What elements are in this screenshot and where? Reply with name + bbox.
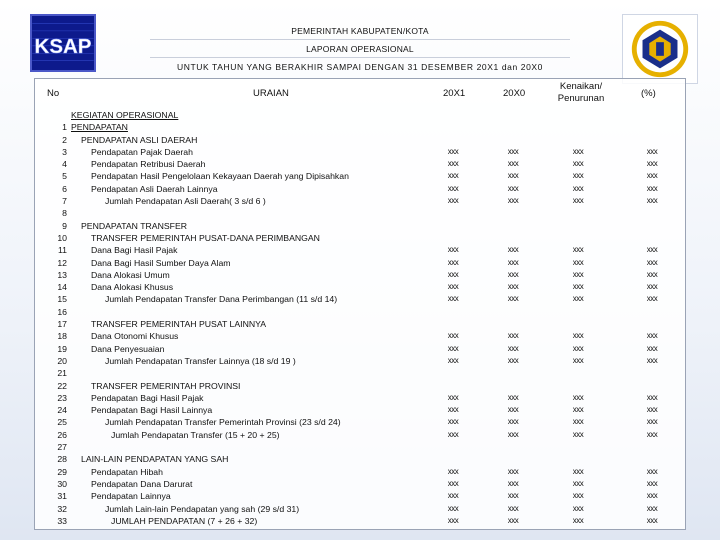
value-20x1: xxx — [447, 405, 459, 415]
row-description: KEGIATAN OPERASIONAL — [71, 110, 179, 120]
table-row — [35, 244, 685, 256]
svg-text:KSAP: KSAP — [34, 35, 92, 59]
value-20x0: xxx — [507, 171, 519, 181]
value-20x0: xxx — [507, 355, 519, 365]
value-change: xxx — [572, 294, 584, 304]
table-row — [35, 367, 685, 379]
row-number: 22 — [57, 380, 67, 391]
value-20x0: xxx — [507, 146, 519, 156]
table-row — [35, 183, 685, 195]
value-change: xxx — [572, 355, 584, 365]
value-change: xxx — [572, 257, 584, 267]
row-description: Dana Alokasi Umum — [91, 269, 170, 280]
value-change: xxx — [572, 392, 584, 402]
col-no: No — [47, 88, 60, 99]
value-percent: xxx — [646, 171, 658, 181]
value-20x0: xxx — [507, 343, 519, 353]
row-number: 28 — [57, 454, 67, 465]
value-percent: xxx — [646, 503, 658, 513]
value-percent: xxx — [646, 515, 658, 525]
value-change: xxx — [572, 405, 584, 415]
value-20x0: xxx — [507, 245, 519, 255]
value-20x1: xxx — [447, 294, 459, 304]
value-percent: xxx — [646, 491, 658, 501]
value-20x0: xxx — [507, 491, 519, 501]
value-20x1: xxx — [447, 245, 459, 255]
row-description: Pendapatan Hibah — [91, 466, 163, 477]
value-percent: xxx — [646, 269, 658, 279]
table-row — [35, 416, 685, 428]
row-number: 1 — [62, 122, 67, 133]
value-percent: xxx — [646, 146, 658, 156]
title-period: UNTUK TAHUN YANG BERAKHIR SAMPAI DENGAN 31 DESEMBER 20X1 dan 20X0 — [176, 62, 544, 72]
row-number: 17 — [57, 319, 67, 330]
row-number: 9 — [62, 220, 67, 231]
row-number: 13 — [57, 269, 67, 280]
row-number: 26 — [57, 429, 67, 440]
value-change: xxx — [572, 466, 584, 476]
report-title-block — [100, 22, 620, 76]
col-20x0: 20X0 — [503, 88, 526, 99]
value-percent: xxx — [646, 392, 658, 402]
table-row — [35, 220, 685, 232]
value-change: xxx — [572, 515, 584, 525]
row-number: 10 — [57, 232, 67, 243]
table-row — [35, 232, 685, 244]
table-row — [35, 355, 685, 367]
value-percent: xxx — [646, 417, 658, 427]
row-description: Dana Bagi Hasil Pajak — [91, 245, 178, 256]
row-description: TRANSFER PEMERINTAH PROVINSI — [91, 380, 241, 391]
value-20x1: xxx — [447, 331, 459, 341]
value-20x1: xxx — [447, 478, 459, 488]
table-row — [35, 380, 685, 392]
table-row — [35, 466, 685, 478]
value-20x0: xxx — [507, 515, 519, 525]
row-number: 6 — [62, 183, 67, 194]
row-description: PENDAPATAN TRANSFER — [81, 220, 188, 231]
row-description: PENDAPATAN ASLI DAERAH — [81, 134, 198, 145]
table-row — [35, 170, 685, 182]
row-number: 19 — [57, 343, 67, 354]
value-percent: xxx — [646, 196, 658, 206]
row-number: 12 — [57, 257, 67, 268]
value-20x1: xxx — [447, 183, 459, 193]
value-percent: xxx — [646, 159, 658, 169]
value-percent: xxx — [646, 355, 658, 365]
table-row — [35, 330, 685, 342]
table-row — [35, 109, 685, 121]
value-change: xxx — [572, 343, 584, 353]
row-description: Pendapatan Hasil Pengelolaan Kekayaan Daerah yang Dipisahkan — [91, 171, 349, 182]
row-number: 11 — [57, 245, 67, 256]
value-20x0: xxx — [507, 503, 519, 513]
col-uraian: URAIAN — [253, 88, 289, 99]
row-description: TRANSFER PEMERINTAH PUSAT LAINNYA — [91, 319, 267, 330]
row-description: Pendapatan Bagi Hasil Pajak — [91, 392, 204, 403]
value-20x1: xxx — [447, 146, 459, 156]
table-row — [35, 478, 685, 490]
value-20x0: xxx — [507, 257, 519, 267]
row-number: 3 — [62, 146, 67, 157]
value-percent: xxx — [646, 343, 658, 353]
value-change: xxx — [572, 183, 584, 193]
value-20x0: xxx — [507, 294, 519, 304]
table-row — [35, 281, 685, 293]
table-row — [35, 453, 685, 465]
value-20x1: xxx — [447, 466, 459, 476]
table-row — [35, 429, 685, 441]
table-row — [35, 318, 685, 330]
value-20x1: xxx — [447, 269, 459, 279]
table-body — [35, 109, 685, 527]
title-government: PEMERINTAH KABUPATEN/KOTA — [150, 22, 570, 40]
col-percent: (%) — [641, 88, 656, 99]
value-percent: xxx — [646, 429, 658, 439]
value-20x0: xxx — [507, 196, 519, 206]
table-row — [35, 146, 685, 158]
row-description: LAIN-LAIN PENDAPATAN YANG SAH — [81, 454, 229, 465]
table-row — [35, 293, 685, 305]
value-20x0: xxx — [507, 417, 519, 427]
value-change: xxx — [572, 478, 584, 488]
value-20x1: xxx — [447, 417, 459, 427]
table-header — [35, 79, 685, 109]
row-number: 32 — [57, 503, 67, 514]
value-20x1: xxx — [447, 355, 459, 365]
value-percent: xxx — [646, 466, 658, 476]
value-20x1: xxx — [447, 343, 459, 353]
value-20x0: xxx — [507, 269, 519, 279]
row-number: 29 — [57, 466, 67, 477]
value-20x0: xxx — [507, 159, 519, 169]
value-percent: xxx — [646, 478, 658, 488]
value-20x0: xxx — [507, 466, 519, 476]
value-change: xxx — [572, 417, 584, 427]
row-number: 15 — [57, 294, 67, 305]
value-20x1: xxx — [447, 429, 459, 439]
value-change: xxx — [572, 159, 584, 169]
row-description: Dana Penyesuaian — [91, 343, 165, 354]
value-20x0: xxx — [507, 478, 519, 488]
row-number: 27 — [57, 442, 67, 453]
value-20x0: xxx — [507, 429, 519, 439]
row-number: 25 — [57, 417, 67, 428]
government-emblem — [622, 14, 698, 84]
row-number: 4 — [62, 159, 67, 170]
row-description: Pendapatan Dana Darurat — [91, 478, 193, 489]
value-20x1: xxx — [447, 257, 459, 267]
title-report: LAPORAN OPERASIONAL — [150, 40, 570, 58]
row-number: 21 — [57, 368, 67, 379]
value-percent: xxx — [646, 294, 658, 304]
value-change: xxx — [572, 196, 584, 206]
row-description: Jumlah Pendapatan Asli Daerah( 3 s/d 6 ) — [105, 196, 266, 207]
row-description: Jumlah Pendapatan Transfer Pemerintah Provinsi (23 s/d 24) — [105, 417, 341, 428]
row-number: 14 — [57, 282, 67, 293]
value-percent: xxx — [646, 405, 658, 415]
row-number: 8 — [62, 208, 67, 219]
table-row — [35, 490, 685, 502]
value-20x0: xxx — [507, 392, 519, 402]
table-row — [35, 134, 685, 146]
value-20x1: xxx — [447, 171, 459, 181]
table-row — [35, 515, 685, 527]
table-row — [35, 343, 685, 355]
value-change: xxx — [572, 146, 584, 156]
row-description: Pendapatan Retribusi Daerah — [91, 159, 206, 170]
value-percent: xxx — [646, 257, 658, 267]
row-number: 20 — [57, 355, 67, 366]
value-percent: xxx — [646, 282, 658, 292]
value-change: xxx — [572, 331, 584, 341]
row-number: 2 — [62, 134, 67, 145]
table-row — [35, 269, 685, 281]
col-change: Kenaikan/ Penurunan — [557, 81, 605, 104]
value-20x1: xxx — [447, 491, 459, 501]
row-description: Dana Alokasi Khusus — [91, 282, 174, 293]
row-number: 18 — [57, 331, 67, 342]
value-20x1: xxx — [447, 503, 459, 513]
row-description: Pendapatan Pajak Daerah — [91, 146, 193, 157]
value-change: xxx — [572, 503, 584, 513]
value-20x1: xxx — [447, 159, 459, 169]
row-number: 33 — [57, 515, 67, 526]
row-description: TRANSFER PEMERINTAH PUSAT-DANA PERIMBANGAN — [91, 232, 320, 243]
value-change: xxx — [572, 269, 584, 279]
row-description: PENDAPATAN — [71, 122, 128, 133]
row-description: Dana Otonomi Khusus — [91, 331, 179, 342]
row-description: JUMLAH PENDAPATAN (7 + 26 + 32) — [111, 515, 258, 526]
row-number: 5 — [62, 171, 67, 182]
row-description: Jumlah Pendapatan Transfer Lainnya (18 s/d 19 ) — [105, 355, 296, 366]
table-row — [35, 503, 685, 515]
value-20x0: xxx — [507, 282, 519, 292]
value-20x1: xxx — [447, 282, 459, 292]
table-row — [35, 306, 685, 318]
value-change: xxx — [572, 282, 584, 292]
row-description: Pendapatan Bagi Hasil Lainnya — [91, 405, 213, 416]
row-description: Dana Bagi Hasil Sumber Daya Alam — [91, 257, 231, 268]
row-description: Jumlah Lain-lain Pendapatan yang sah (29 s/d 31) — [105, 503, 300, 514]
value-percent: xxx — [646, 331, 658, 341]
value-change: xxx — [572, 491, 584, 501]
table-row — [35, 121, 685, 133]
table-row — [35, 441, 685, 453]
table-row — [35, 195, 685, 207]
row-number: 23 — [57, 392, 67, 403]
row-number: 7 — [62, 196, 67, 207]
row-number: 24 — [57, 405, 67, 416]
value-change: xxx — [572, 245, 584, 255]
value-20x0: xxx — [507, 183, 519, 193]
row-description: Jumlah Pendapatan Transfer Dana Perimbangan (11 s/d 14) — [105, 294, 338, 305]
table-row — [35, 392, 685, 404]
ksap-logo — [30, 14, 96, 72]
row-number: 30 — [57, 478, 67, 489]
value-20x1: xxx — [447, 196, 459, 206]
value-change: xxx — [572, 429, 584, 439]
value-20x0: xxx — [507, 405, 519, 415]
col-20x1: 20X1 — [443, 88, 466, 99]
value-percent: xxx — [646, 245, 658, 255]
row-description: Pendapatan Asli Daerah Lainnya — [91, 183, 218, 194]
table-row — [35, 404, 685, 416]
value-20x0: xxx — [507, 331, 519, 341]
value-change: xxx — [572, 171, 584, 181]
table-row — [35, 257, 685, 269]
value-20x1: xxx — [447, 515, 459, 525]
row-number: 31 — [57, 491, 67, 502]
operations-report-table — [34, 78, 686, 530]
row-description: Pendapatan Lainnya — [91, 491, 171, 502]
table-row — [35, 158, 685, 170]
value-20x1: xxx — [447, 392, 459, 402]
row-number: 16 — [57, 306, 67, 317]
value-percent: xxx — [646, 183, 658, 193]
table-row — [35, 207, 685, 219]
row-description: Jumlah Pendapatan Transfer (15 + 20 + 25) — [111, 429, 280, 440]
